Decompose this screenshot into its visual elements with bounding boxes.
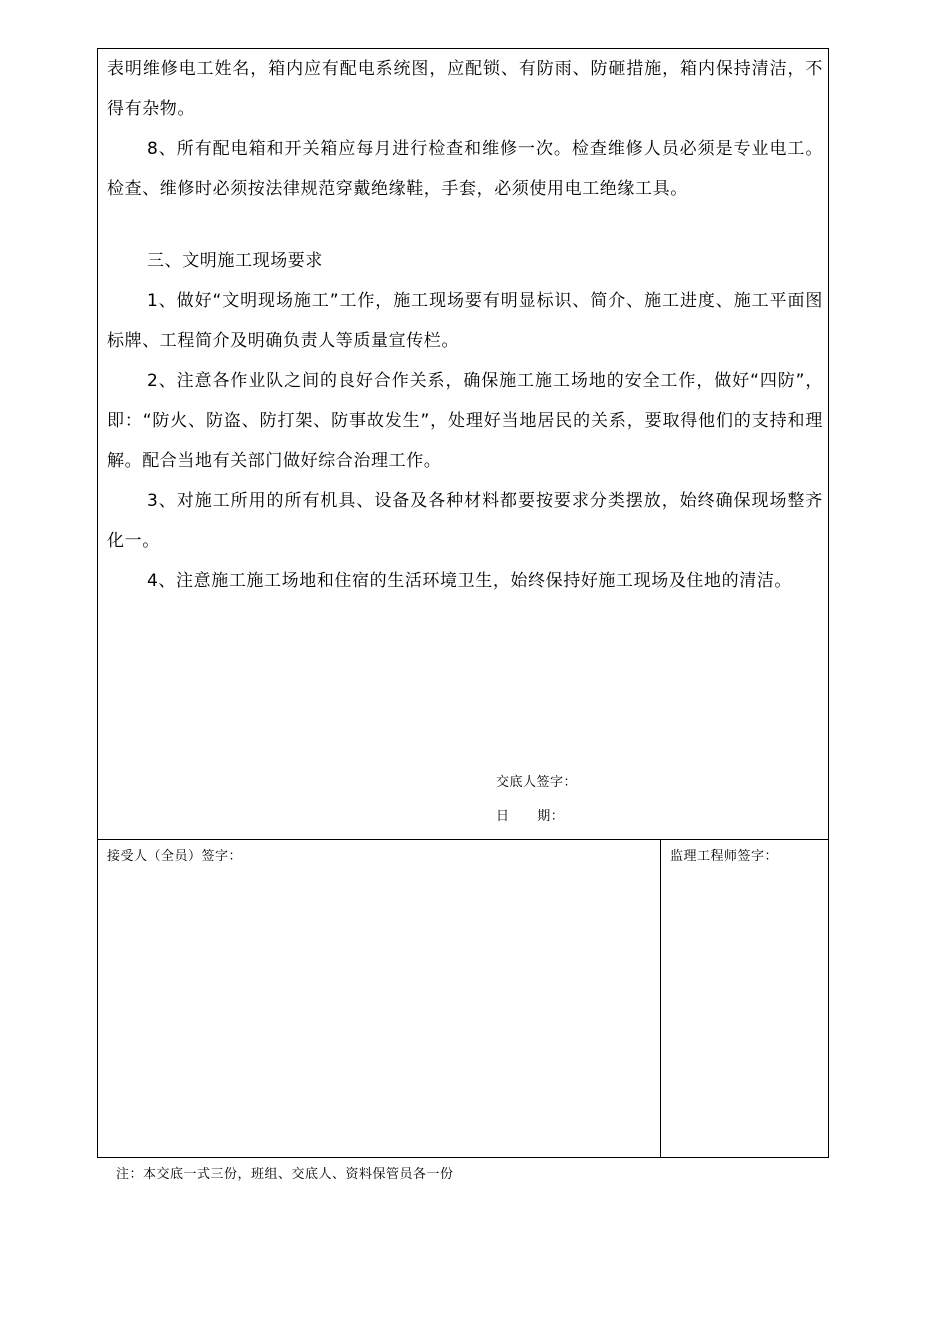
paragraph-gap <box>107 209 823 241</box>
supervisor-signature-label: 监理工程师签字： <box>670 849 779 864</box>
paragraph-section3-item4: 4、注意施工施工场地和住宿的生活环境卫生，始终保持好施工现场及住地的清洁。 <box>147 571 793 591</box>
date-label: 日 期： <box>496 809 565 824</box>
footnote: 注：本交底一式三份，班组、交底人、资料保管员各一份 <box>116 1167 454 1182</box>
section3-title: 三、文明施工现场要求 <box>147 251 323 271</box>
paragraph-section3-item1: 1、做好“文明现场施工”工作，施工现场要有明显标识、简介、施工进度、施工平面图标牌、工程简介及明确负责人等质量宣传栏。 <box>107 291 823 351</box>
receiver-signature-label: 接受人（全员）签字： <box>107 849 243 864</box>
table-divider-horizontal <box>98 839 828 840</box>
paragraph-section3-item3: 3、对施工所用的所有机具、设备及各种材料都要按要求分类摆放，始终确保现场整齐化一。 <box>107 491 823 551</box>
presenter-signature-label: 交底人签字： <box>496 775 578 790</box>
disclosure-content <box>107 49 823 841</box>
table-divider-vertical <box>660 839 661 1158</box>
paragraph-section3-item2: 2、注意各作业队之间的良好合作关系，确保施工施工场地的安全工作，做好“四防”，即：“防火、防盗、防打架、防事故发生”，处理好当地居民的关系，要取得他们的支持和理解。配合当地有关部门做好综合治理工作。 <box>107 371 823 471</box>
paragraph-item8: 8、所有配电箱和开关箱应每月进行检查和维修一次。检查维修人员必须是专业电工。检查、维修时必须按法律规范穿戴绝缘鞋，手套，必须使用电工绝缘工具。 <box>107 139 823 199</box>
paragraph-item7-continuation: 表明维修电工姓名，箱内应有配电系统图，应配锁、有防雨、防砸措施，箱内保持清洁，不得有杂物。 <box>107 59 823 119</box>
disclosure-form-frame <box>97 48 829 1158</box>
